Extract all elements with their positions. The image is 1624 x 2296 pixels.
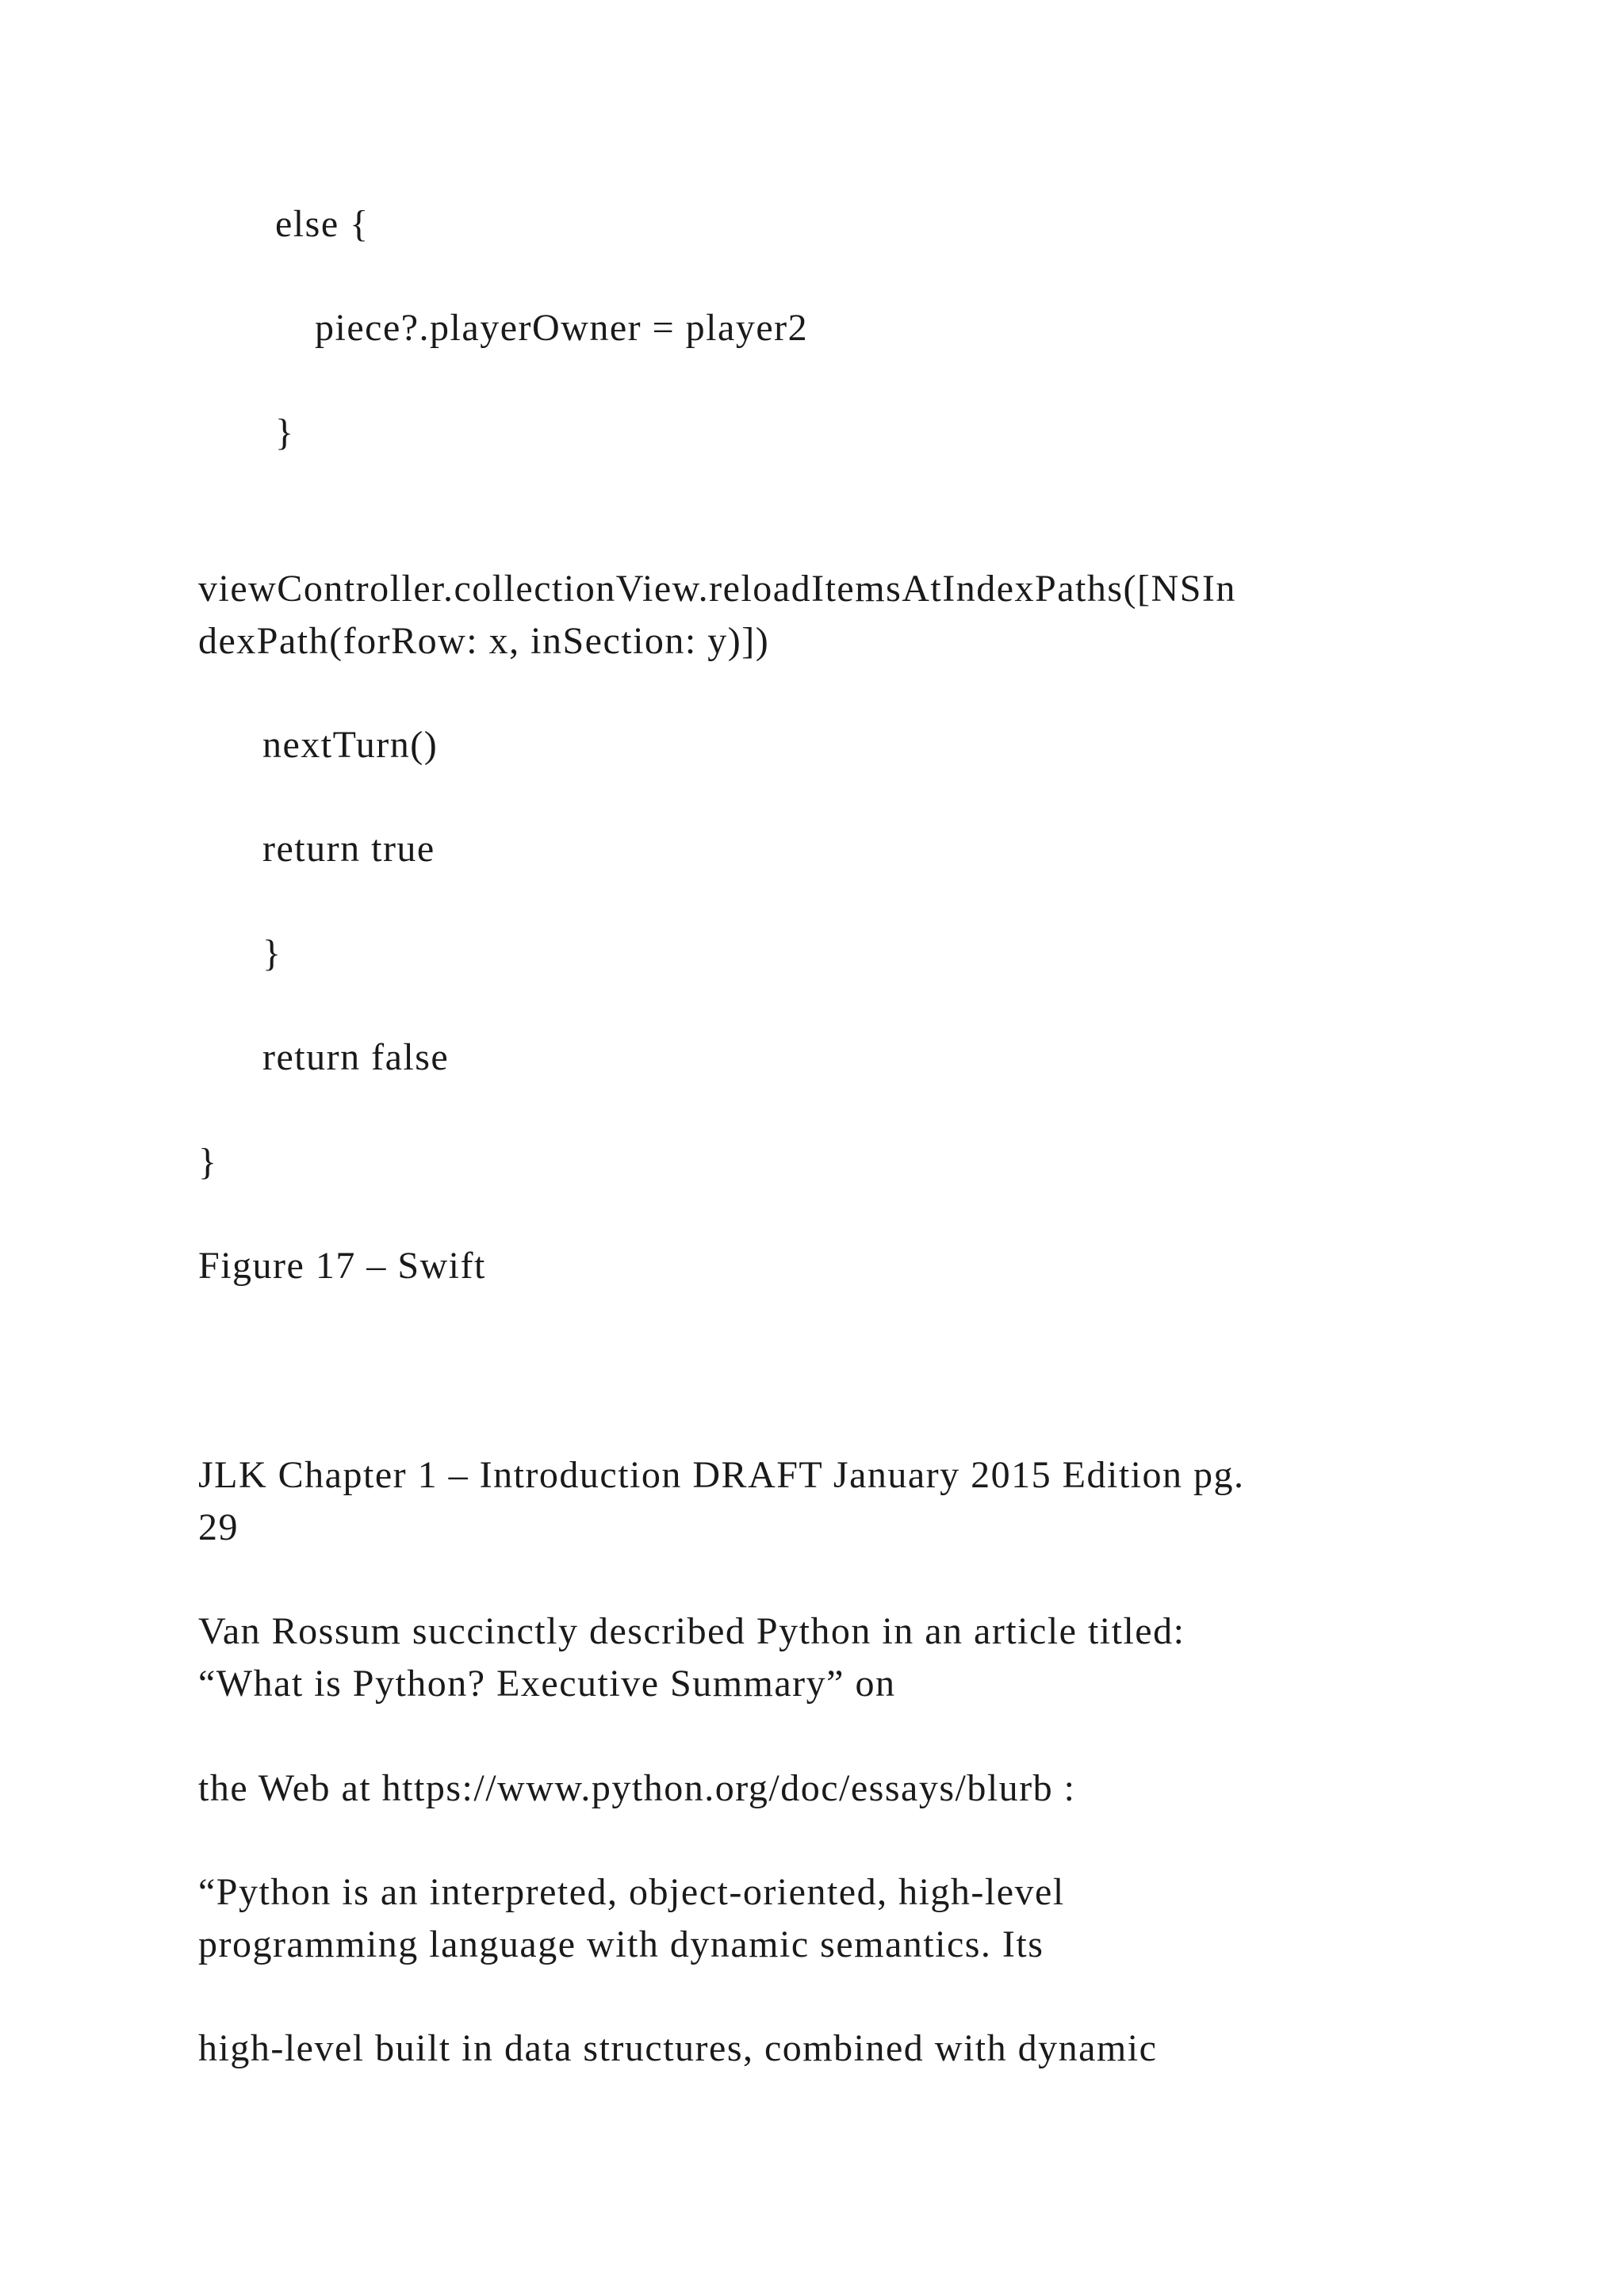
running-header-line-1: JLK Chapter 1 – Introduction DRAFT January 2015 Edition pg. [198, 1454, 1245, 1496]
code-line-close-brace-3: } [198, 1141, 218, 1183]
paragraph-3-line-1: “Python is an interpreted, object-oriented, high-level [198, 1871, 1065, 1913]
paragraph-4: high-level built in data structures, combined with dynamic [198, 2027, 1158, 2069]
code-line-next-turn: nextTurn() [262, 724, 439, 766]
running-header-page-number: 29 [198, 1506, 239, 1548]
figure-caption: Figure 17 – Swift [198, 1245, 486, 1287]
paragraph-3-line-2: programming language with dynamic semantics. Its [198, 1923, 1044, 1965]
paragraph-1 [198, 1605, 1185, 1710]
code-line-assign: piece?.playerOwner = player2 [315, 307, 809, 349]
paragraph-1-line-1: Van Rossum succinctly described Python in an article titled: [198, 1610, 1185, 1652]
code-line-close-brace-2: } [262, 932, 282, 974]
code-line-return-true: return true [262, 828, 435, 870]
code-line-return-false: return false [262, 1036, 450, 1078]
running-header [198, 1449, 1244, 1554]
code-line-else: else { [275, 203, 370, 245]
paragraph-2: the Web at https://www.python.org/doc/essays/blurb : [198, 1767, 1076, 1809]
code-line-close-brace: } [275, 411, 295, 453]
paragraph-3 [198, 1866, 1065, 1971]
code-reload-statement [198, 563, 1236, 668]
code-line-reload-2: dexPath(forRow: x, inSection: y)]) [198, 620, 770, 662]
paragraph-1-line-2: “What is Python? Executive Summary” on [198, 1663, 896, 1705]
code-line-reload-1: viewController.collectionView.reloadItemsAtIndexPaths([NSIn [198, 568, 1236, 610]
